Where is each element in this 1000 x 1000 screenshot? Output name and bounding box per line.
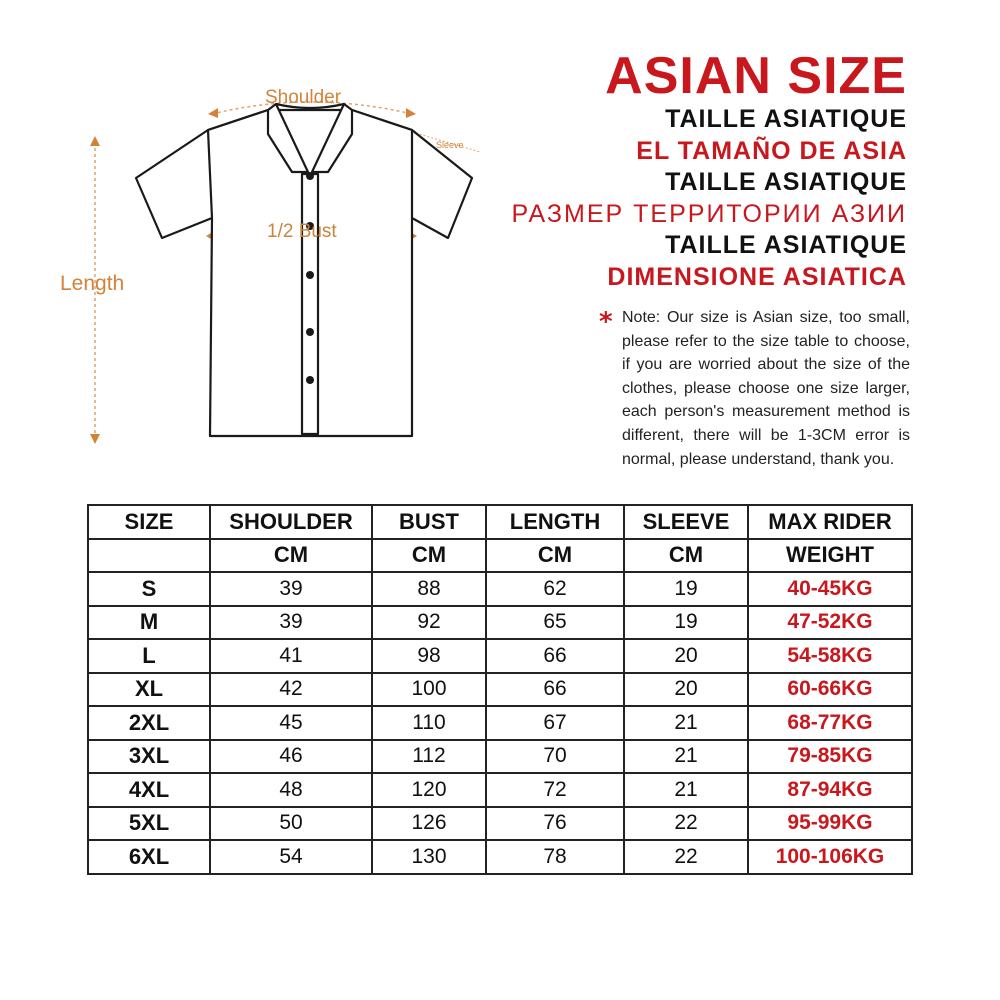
weight-cell: 95-99KG [748, 807, 912, 841]
heading-spanish: EL TAMAÑO DE ASIA [636, 136, 907, 165]
sleeve-cell: 19 [624, 606, 748, 640]
bust-cell: 130 [372, 840, 486, 874]
table-row [88, 807, 912, 841]
length-cell: 78 [486, 840, 624, 874]
table-row [88, 572, 912, 606]
table-row [88, 840, 912, 874]
subheader-weight: WEIGHT [748, 539, 912, 573]
size-note: Note: Our size is Asian size, too small, please refer to the size table to choose, if you are worried about the size of the clothes, please choose one size larger, each person's measurement method is different, there will be 1-3CM error is normal, please understand, thank you. [622, 309, 910, 468]
bust-cell: 92 [372, 606, 486, 640]
subheader-sleeve-unit: CM [624, 539, 748, 573]
size-table [87, 504, 913, 875]
table-header-row [88, 505, 912, 539]
length-cell: 67 [486, 706, 624, 740]
sleeve-cell: 21 [624, 773, 748, 807]
sleeve-cell: 20 [624, 673, 748, 707]
table-row [88, 606, 912, 640]
length-cell: 70 [486, 740, 624, 774]
heading-french-2: TAILLE ASIATIQUE [665, 168, 907, 196]
weight-cell: 47-52KG [748, 606, 912, 640]
shoulder-label: Shoulder [265, 87, 342, 108]
shoulder-cell: 48 [210, 773, 372, 807]
length-cell: 76 [486, 807, 624, 841]
note-asterisk-icon: * [599, 307, 613, 337]
size-cell: 5XL [88, 807, 210, 841]
bust-label: 1/2 Bust [267, 221, 337, 242]
weight-cell: 87-94KG [748, 773, 912, 807]
header-length: LENGTH [486, 505, 624, 539]
shoulder-cell: 46 [210, 740, 372, 774]
header-shoulder: SHOULDER [210, 505, 372, 539]
sleeve-cell: 22 [624, 807, 748, 841]
heading-italian: DIMENSIONE ASIATICA [607, 262, 907, 291]
size-cell: 2XL [88, 706, 210, 740]
sleeve-cell: 22 [624, 840, 748, 874]
length-cell: 66 [486, 639, 624, 673]
weight-cell: 40-45KG [748, 572, 912, 606]
shoulder-cell: 45 [210, 706, 372, 740]
length-label: Length [60, 272, 125, 295]
shirt-outline-illustration [40, 70, 510, 460]
header-max-rider: MAX RIDER [748, 505, 912, 539]
bust-cell: 110 [372, 706, 486, 740]
weight-cell: 60-66KG [748, 673, 912, 707]
heading-french-3: TAILLE ASIATIQUE [665, 231, 907, 259]
page-title: ASIAN SIZE [605, 47, 907, 105]
header-bust: BUST [372, 505, 486, 539]
sleeve-cell: 21 [624, 706, 748, 740]
size-cell: XL [88, 673, 210, 707]
weight-cell: 79-85KG [748, 740, 912, 774]
weight-cell: 100-106KG [748, 840, 912, 874]
table-row [88, 740, 912, 774]
subheader-length-unit: CM [486, 539, 624, 573]
sleeve-cell: 20 [624, 639, 748, 673]
weight-cell: 68-77KG [748, 706, 912, 740]
weight-cell: 54-58KG [748, 639, 912, 673]
table-subheader-row [88, 539, 912, 573]
header-sleeve: SLEEVE [624, 505, 748, 539]
bust-cell: 126 [372, 807, 486, 841]
table-row [88, 773, 912, 807]
bust-cell: 98 [372, 639, 486, 673]
length-cell: 72 [486, 773, 624, 807]
size-cell: 3XL [88, 740, 210, 774]
length-cell: 62 [486, 572, 624, 606]
sleeve-cell: 19 [624, 572, 748, 606]
length-cell: 66 [486, 673, 624, 707]
shoulder-cell: 39 [210, 606, 372, 640]
shirt-diagram [40, 70, 510, 460]
sleeve-label: Sleeve [436, 140, 464, 150]
length-cell: 65 [486, 606, 624, 640]
heading-french-1: TAILLE ASIATIQUE [665, 105, 907, 133]
shoulder-cell: 41 [210, 639, 372, 673]
table-row [88, 706, 912, 740]
size-cell: 6XL [88, 840, 210, 874]
size-cell: M [88, 606, 210, 640]
size-cell: L [88, 639, 210, 673]
size-headings [512, 48, 907, 293]
shoulder-cell: 39 [210, 572, 372, 606]
header-size: SIZE [88, 505, 210, 539]
table-row [88, 673, 912, 707]
size-cell: 4XL [88, 773, 210, 807]
table-row [88, 639, 912, 673]
shoulder-cell: 50 [210, 807, 372, 841]
bust-cell: 100 [372, 673, 486, 707]
subheader-size [88, 539, 210, 573]
sleeve-cell: 21 [624, 740, 748, 774]
subheader-shoulder-unit: CM [210, 539, 372, 573]
bust-cell: 120 [372, 773, 486, 807]
bust-cell: 88 [372, 572, 486, 606]
size-cell: S [88, 572, 210, 606]
subheader-bust-unit: CM [372, 539, 486, 573]
shoulder-cell: 42 [210, 673, 372, 707]
shoulder-cell: 54 [210, 840, 372, 874]
bust-cell: 112 [372, 740, 486, 774]
heading-russian: РАЗМЕР ТЕРРИТОРИИ АЗИИ [511, 199, 907, 228]
